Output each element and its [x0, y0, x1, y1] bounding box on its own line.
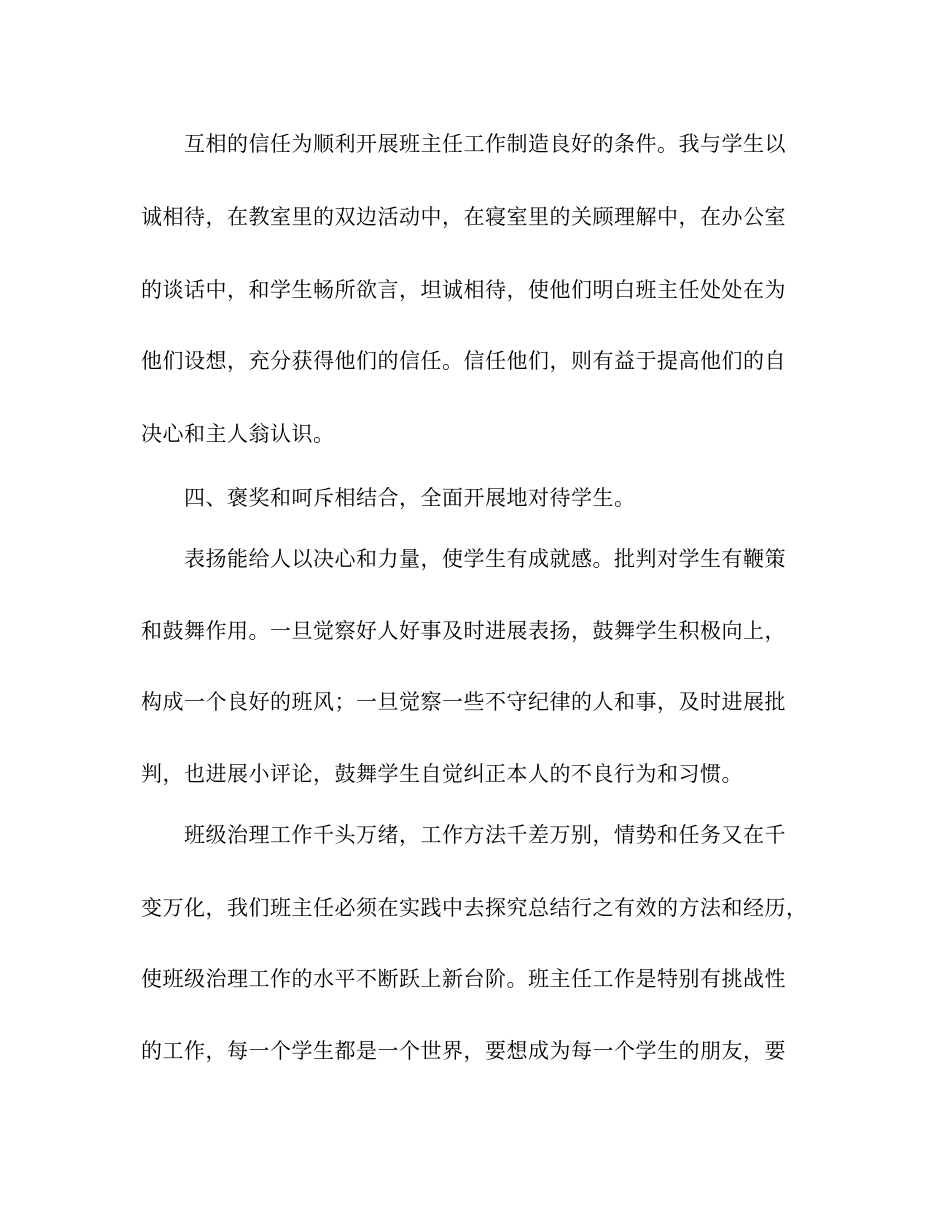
text-line: 他们设想，充分获得他们的信任。信任他们，则有益于提高他们的自: [141, 349, 786, 373]
text-line: 判，也进展小评论，鼓舞学生自觉纠正本人的不良行为和习惯。: [141, 762, 743, 786]
text-line: 诚相待，在教室里的双边活动中，在寝室里的关顾理解中，在办公室: [141, 205, 786, 229]
text-line: 变万化，我们班主任必须在实践中去探究总结行之有效的方法和经历，: [141, 896, 808, 920]
text-line: 班级治理工作千头万绪，工作方法千差万别，情势和任务又在千: [184, 823, 786, 847]
text-line: 决心和主人翁认识。: [141, 422, 335, 446]
text-line: 构成一个良好的班风；一旦觉察一些不守纪律的人和事，及时进展批: [141, 690, 786, 714]
section-heading: 四、褒奖和呵斥相结合，全面开展地对待学生。: [184, 486, 636, 510]
text-line: 的工作，每一个学生都是一个世界，要想成为每一个学生的朋友，要: [141, 1039, 786, 1063]
text-line: 使班级治理工作的水平不断跃上新台阶。班主任工作是特别有挑战性: [141, 967, 786, 991]
text-line: 和鼓舞作用。一旦觉察好人好事及时进展表扬，鼓舞学生积极向上，: [141, 619, 786, 643]
text-line: 的谈话中，和学生畅所欲言，坦诚相待，使他们明白班主任处处在为: [141, 278, 786, 302]
text-line: 表扬能给人以决心和力量，使学生有成就感。批判对学生有鞭策: [184, 547, 786, 571]
text-line: 互相的信任为顺利开展班主任工作制造良好的条件。我与学生以: [184, 132, 786, 156]
